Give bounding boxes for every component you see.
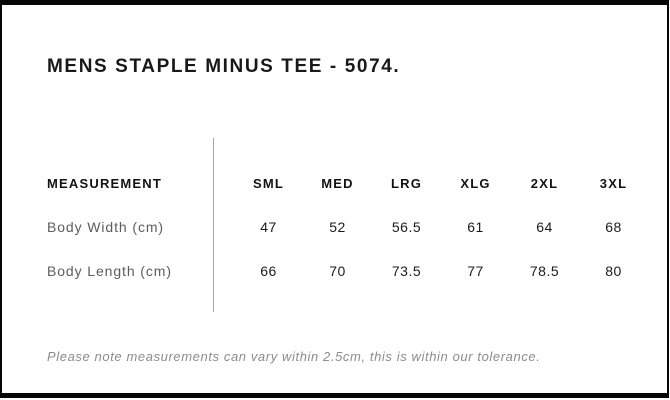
body-width-value-2xl: 64 — [536, 219, 553, 235]
body-length-value-xlg: 77 — [467, 263, 484, 279]
body-length-value-2xl: 78.5 — [529, 263, 560, 279]
page-title: MENS STAPLE MINUS TEE - 5074. — [47, 56, 401, 77]
size-chart — [47, 161, 648, 293]
body-length-value-3xl: 80 — [605, 263, 622, 279]
body-width-value-3xl: 68 — [605, 219, 622, 235]
body-width-value-sml: 47 — [260, 219, 277, 235]
body-length-value-med: 70 — [329, 263, 346, 279]
row-label-body-width: Body Width (cm) — [47, 219, 164, 235]
row-label-body-length: Body Length (cm) — [47, 263, 172, 279]
body-width-value-xlg: 61 — [467, 219, 484, 235]
body-length-value-sml: 66 — [260, 263, 277, 279]
body-length-value-lrg: 73.5 — [391, 263, 422, 279]
size-column-header-2xl: 2XL — [530, 175, 559, 191]
measurement-column-header: MEASUREMENT — [47, 175, 163, 191]
size-column-header-lrg: LRG — [390, 175, 423, 191]
body-width-value-lrg: 56.5 — [391, 219, 422, 235]
size-column-header-3xl: 3XL — [599, 175, 628, 191]
size-column-header-xlg: XLG — [460, 175, 491, 191]
size-column-header-sml: SML — [252, 175, 285, 191]
size-column-header-med: MED — [321, 175, 354, 191]
tolerance-note: Please note measurements can vary within 2.5cm, this is within our tolerance. — [47, 349, 541, 364]
body-width-value-med: 52 — [329, 219, 346, 235]
